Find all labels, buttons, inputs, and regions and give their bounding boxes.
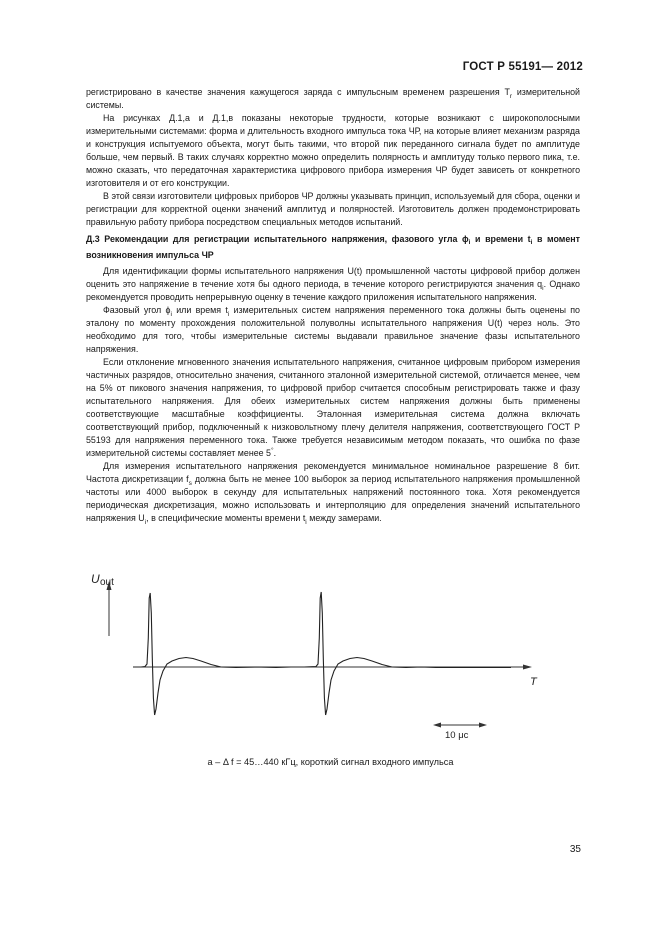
time-scale-arrow-left (433, 723, 441, 728)
document-standard-header: ГОСТ Р 55191— 2012 (462, 61, 583, 73)
signal-trace (133, 592, 511, 715)
x-axis-label: T (530, 676, 537, 688)
paragraph-6: Если отклонение мгновенного значения испытательного напряжения, считанное цифровым прибором измерения частичных разрядов, относительно значения, считанного эталонной измерительной системой, отличается менее, чем на 5% от пикового значения напряжения, то цифровой прибор считается способным регистрировать также и фазу испытательного напряжения. Для обеих измерительных систем напряжения должны быть применены соответствующие масштабные коэффициенты. Эталонная измерительная система должна включать соответствующий прибор, подключенный к низковольтному плечу делителя напряжения, соответствующего ГОСТ Р 55193 для напряжения переменного тока. Также требуется независимым методом показать, что ошибка по фазе измерительной системы составляет менее 5°. (86, 356, 580, 459)
pulse-response-plot (86, 568, 580, 748)
figure-caption: а – Δ f = 45…440 кГц, короткий сигнал входного импульса (207, 757, 454, 767)
paragraph-3: В этой связи изготовители цифровых приборов ЧР должны указывать принцип, используемый для сбора, оценки и регистрации для корректной оценки значений амплитуд и полярностей. Изготовитель должен продемонстрировать правильную работу прибора посредством специальных методов испытаний. (86, 191, 580, 228)
paragraph-7: Для измерения испытательного напряжения рекомендуется минимальное номинальное разрешение 8 бит. Частота дискретизации $f_s$ должна быть не менее 100 выборок за период испытательного напряжения промышленной частоты или 4000 выборок в секунду для испытательных напряжений постоянного тока. Хотя рекомендуется периодическая дискретизация, можно использовать и интерполяцию для определения значений испытательного напряжения $U_i$, в специфические моменты времени $t_i$ между замерами. (86, 461, 580, 527)
page-number: 35 (569, 844, 581, 855)
page-body (86, 86, 580, 525)
time-scale-label: 10 μc (445, 730, 469, 741)
paragraph-2: На рисунках Д.1,а и Д.1,в показаны некоторые трудности, которые возникают с широкополосными измерительными системами: форма и длительность входного импульса тока ЧР, на которые влияет механизм разряда и конструкция испытуемого объекта, могут быть такими, что второй пик переданного сигнала будет по амплитуде больше, чем первый. В таких случаях корректно можно определить полярность и амплитуду только первого пика, т.е. можно сказать, что передаточная характеристика цифрового прибора измерения ЧР будет зависеть от конкретного изготовителя и от его конструкции. (86, 113, 580, 189)
section-heading-d3: Д.3 Рекомендации для регистрации испытательного напряжения, фазового угла $\phi_i$ и времени $t_i$ в момент возникновения импульса ЧР (86, 233, 581, 260)
x-axis-arrow (523, 665, 532, 670)
pulse-response-figure (86, 568, 580, 748)
paragraph-5: Фазовый угол $\phi_i$ или время $t_i$ измерительных систем напряжения переменного тока должны быть оценены по эталону по моменту прохождения положительной полуволны испытательного напряжения U(t) через ноль. Это необходимо для того, чтобы измерительные системы выдавали правильное значение фазы испытательного напряжения. (86, 304, 580, 354)
time-scale-arrow-right (479, 723, 487, 728)
y-axis-label-sub: out (100, 577, 114, 588)
paragraph-4: Для идентификации формы испытательного напряжения U(t) промышленной частоты цифровой прибор должен оценить это напряжение в течение хотя бы одного периода, в течение которого регистрируются значения $q_i$. Однако рекомендуется проводить непрерывную оценку в течение каждого приложения испытательного напряжения. (86, 265, 580, 302)
y-axis-label: U (91, 572, 100, 586)
paragraph-1: регистрировано в качестве значения кажущегося заряда с импульсным временем разрешения $T_r$ измерительной системы. (86, 87, 580, 111)
